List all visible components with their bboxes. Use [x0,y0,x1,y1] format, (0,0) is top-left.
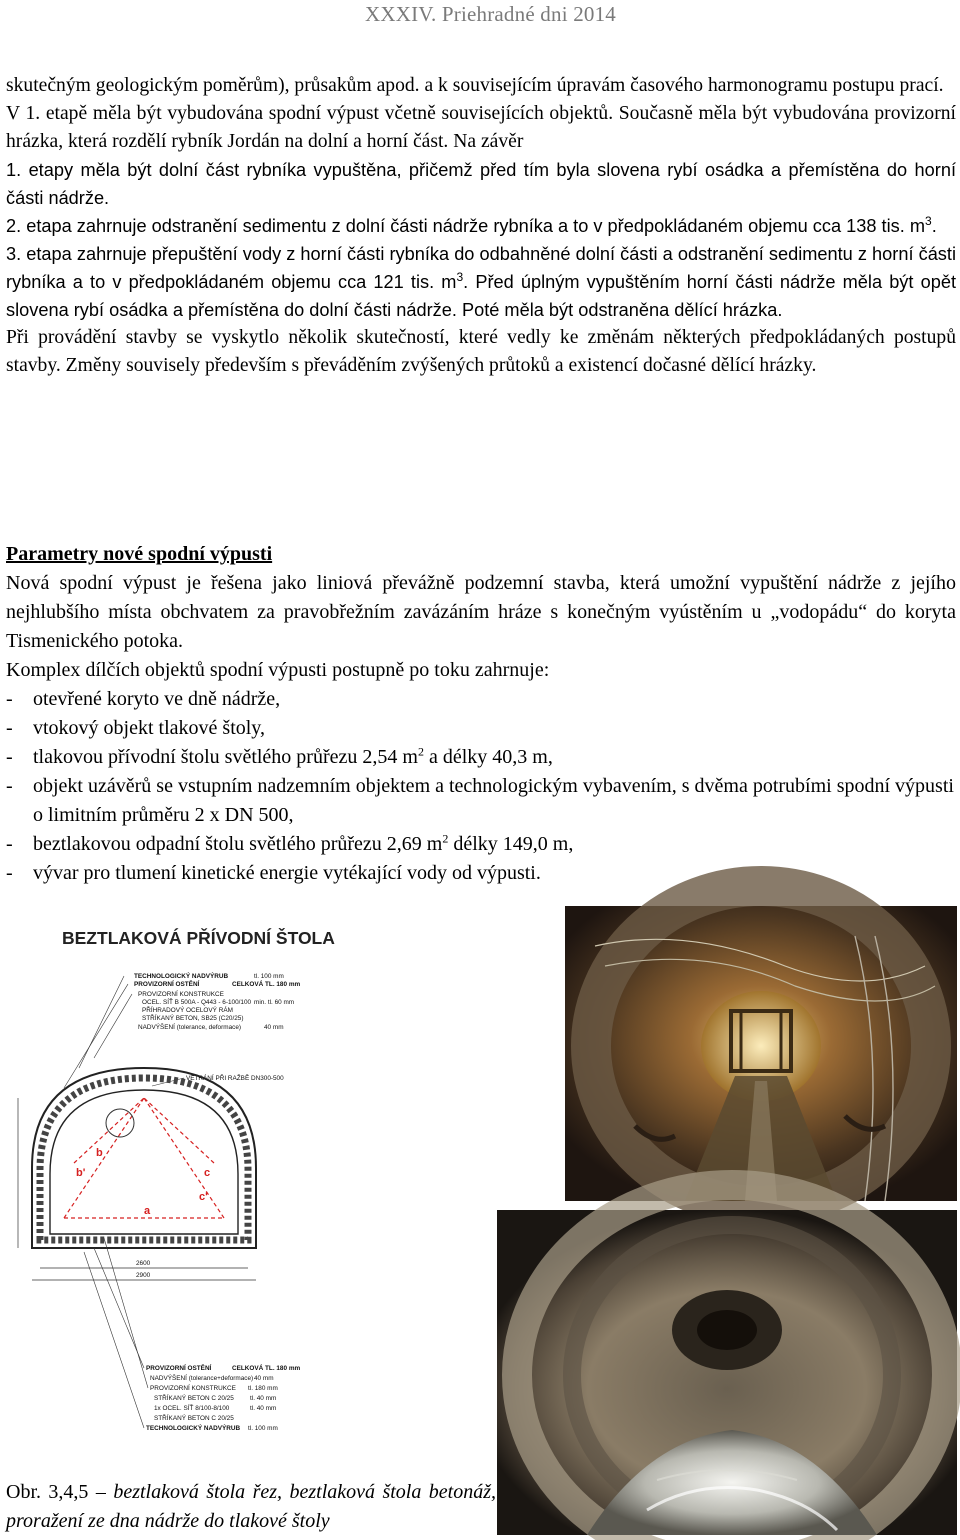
legend-label: CELKOVÁ TL. 180 mm [232,981,301,988]
legend-value: tl. 100 mm [254,973,284,980]
outer-lining [32,1068,256,1248]
point-label: b [96,1147,103,1159]
legend-label: TECHNOLOGICKÝ NADVÝRUB [134,973,229,980]
caption-lead: Obr. 3,4,5 – [6,1481,114,1503]
legend-label: NADVÝŠENÍ (tolerance, deformace) [138,1024,241,1031]
legend-label: PROVIZORNÍ OSTĚNÍ [146,1365,212,1372]
legend-label: OCEL. SÍŤ B 500A - Q443 - 6-100/100 [142,999,252,1006]
legend-label: 1x OCEL. SÍŤ 8/100-8/100 [154,1405,230,1412]
legend-label: PROVIZORNÍ KONSTRUKCE [138,991,224,998]
legend-label: PROVIZORNÍ KONSTRUKCE [150,1385,236,1392]
legend-value: tl. 180 mm [248,1385,278,1392]
dimension-label: 2900 [136,1272,151,1279]
point-labels [76,1147,210,1217]
legend-label: STŘÍKANÝ BETON C 20/25 [154,1395,234,1402]
page-header: XXXIV. Priehradné dni 2014 [365,2,616,26]
section-title: Parametry nové spodní výpusti [6,543,273,565]
legend-value: 40 mm [264,1024,284,1031]
list-item: - otevřené koryto ve dně nádrže, [6,685,956,714]
diagram-top-legend [134,971,300,1082]
list-item: - vtokový objekt tlakové štoly, [6,714,956,743]
paragraph: 1. etapy měla být dolní část rybníka vypuštěna, přičemž před tím byla slovena rybí osádka a přemístěna do horní části nádrže. [6,160,956,208]
list-item: - beztlakovou odpadní štolu světlého průřezu 2,69 $m^2$ délky 149,0 m, [6,830,956,859]
legend-value: tl. 40 mm [250,1395,277,1402]
breakthrough-photo [497,1210,957,1535]
point-label: a [144,1205,151,1217]
tunnel-cross-section-figure [4,918,335,1473]
vent-pipe [106,1109,134,1137]
dimension-lines [18,1098,256,1280]
tunnel-concreting-photo [565,906,957,1201]
legend-value: tl. 40 mm [250,1405,277,1412]
list-item: - vývar pro tlumení kinetické energie vytékající vody od výpusti. [6,859,956,888]
intro-text [6,72,956,380]
legend-label: PŘÍHRADOVÝ OCELOVÝ RÁM [142,1007,233,1014]
paragraph: 3. etapa zahrnuje přepuštění vody z horní části rybníka do odbahněné dolní části a odstranění sedimentu z horní části rybníka a to v předpokládaném objemu cca 121 tis. $m^3$. Před úplným vypuštěním horní části nádrže měla být opět slovena rybí osádka a přemístěna do dolní části nádrže. Poté měla být odstraněna dělící hrázka. [6,244,956,320]
parameters-section [6,540,956,888]
paragraph: Nová spodní výpust je řešena jako liniová převážně podzemní stavba, která umožní vypuštění nádrže z jejího nejhlubšího místa obchvatem za pravobřežním zavázáním hráze s konečným vyústěním u „vodopádu“ do koryta Tismenického potoka. [6,572,956,652]
legend-value: min. tl. 60 mm [254,999,295,1006]
legend-value: tl. 100 mm [248,1425,278,1432]
legend-value: 40 mm [254,1375,274,1382]
paragraph: Při provádění stavby se vyskytlo několik skutečností, které vedly ke změnám některých předpokládaných postupů stavby. Změny souvisely především s převáděním zvýšených průtoků a existencí dočasné dělící hrázky. [6,327,956,376]
figure-caption [6,1478,496,1536]
dimension-labels [136,1260,151,1279]
list-item: - objekt uzávěrů se vstupním nadzemním objektem a technologickým vybavením, s dvěma potrubími spodní výpusti o limitním průměru 2 x DN 500, [6,772,956,830]
paragraph: V 1. etapě měla být vybudována spodní výpust včetně souvisejících objektů. Současně měla být vybudována provizorní hrázka, která rozdělí rybník Jordán na dolní a horní část. Na závěr [6,103,956,152]
vent-label: VĚTRÁNÍ PŘI RAŽBĚ DN300-500 [186,1075,284,1082]
point-label: b' [76,1167,86,1179]
caption-text: beztlaková štola řez, beztlaková štola betonáž, proražení ze dna nádrže do tlakové štoly [6,1481,496,1532]
objects-list [6,685,956,888]
paragraph: skutečným geologickým poměrům), průsakům apod. a k souvisejícím úpravám časového harmonogramu postupu prací. [6,75,944,96]
point-label: c [204,1167,211,1179]
legend-label: NADVÝŠENÍ (tolerance+deformace) [150,1375,254,1382]
dimension-label: 2600 [136,1260,151,1267]
legend-label: STŘÍKANÝ BETON C 20/25 [154,1415,234,1422]
paragraph: 2. etapa zahrnuje odstranění sedimentu z dolní části nádrže rybníka a to v předpokládaném objemu cca 138 tis. $m^3$. [6,213,937,236]
list-item: - tlakovou přívodní štolu světlého průřezu 2,54 $m^2$ a délky 40,3 m, [6,743,956,772]
legend-value: CELKOVÁ TL. 180 mm [232,1365,301,1372]
legend-label: TECHNOLOGICKÝ NADVÝRUB [146,1425,241,1432]
diagram-bottom-legend [146,1363,300,1432]
legend-label: STŘÍKANÝ BETON, SB25 (C20/25) [142,1015,244,1022]
point-label: c' [199,1191,208,1203]
diagram-title: BEZTLAKOVÁ PŘÍVODNÍ ŠTOLA [62,928,335,948]
legend-label: PROVIZORNÍ OSTĚNÍ [134,981,200,988]
paragraph: Komplex dílčích objektů spodní výpusti postupně po toku zahrnuje: [6,659,550,681]
